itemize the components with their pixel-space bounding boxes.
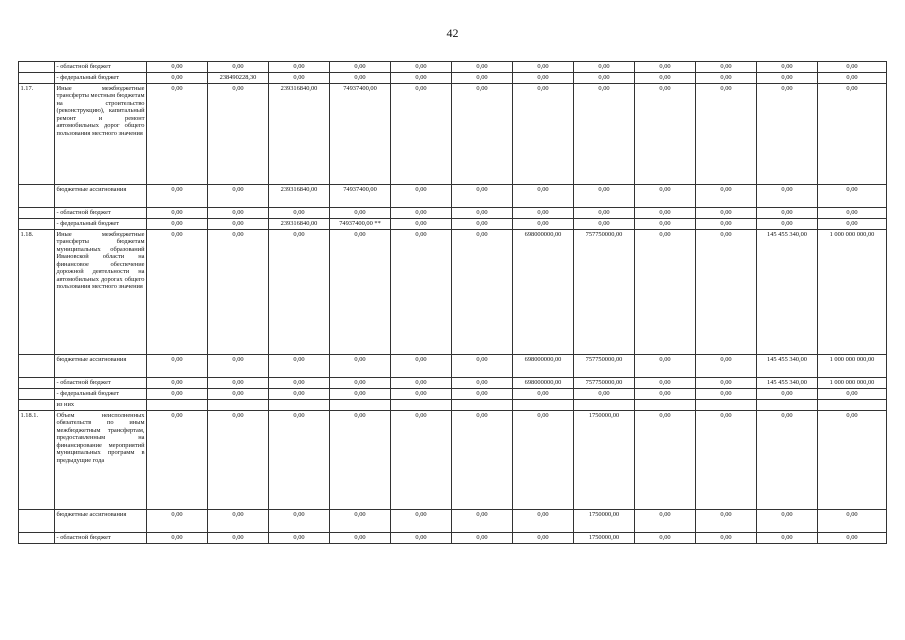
row-description: - федеральный бюджет	[55, 73, 147, 84]
row-description: - федеральный бюджет	[55, 219, 147, 230]
value-cell: 0,00	[269, 355, 330, 378]
value-cell: 0,00	[452, 411, 513, 510]
table-row	[19, 355, 887, 378]
value-cell: 1750000,00	[574, 510, 635, 533]
row-description: Объем неисполненных обязательств по иным межбюджетным трансфертам, предоставленным на финансирование мероприятий муниципальных программ в предыдущие года	[55, 411, 147, 510]
value-cell: 0,00	[452, 208, 513, 219]
row-code	[19, 73, 55, 84]
value-cell: 0,00	[147, 208, 208, 219]
value-cell: 0,00	[818, 219, 887, 230]
row-description: - областной бюджет	[55, 533, 147, 544]
table-row	[19, 230, 887, 355]
value-cell: 1750000,00	[574, 411, 635, 510]
value-cell: 0,00	[269, 533, 330, 544]
value-cell: 0,00	[208, 533, 269, 544]
value-cell: 0,00	[574, 73, 635, 84]
value-cell: 0,00	[696, 185, 757, 208]
value-cell: 74937400,00	[330, 84, 391, 185]
value-cell: 0,00	[147, 411, 208, 510]
row-code: 1.18.	[19, 230, 55, 355]
value-cell: 0,00	[696, 355, 757, 378]
value-cell	[574, 400, 635, 411]
value-cell: 0,00	[696, 533, 757, 544]
value-cell: 0,00	[757, 185, 818, 208]
value-cell: 0,00	[757, 208, 818, 219]
value-cell: 0,00	[513, 185, 574, 208]
value-cell: 0,00	[391, 411, 452, 510]
value-cell: 145 455 340,00	[757, 355, 818, 378]
value-cell: 0,00	[757, 389, 818, 400]
row-description: - федеральный бюджет	[55, 389, 147, 400]
value-cell: 0,00	[513, 73, 574, 84]
value-cell: 0,00	[452, 219, 513, 230]
value-cell: 0,00	[635, 84, 696, 185]
value-cell: 0,00	[147, 73, 208, 84]
value-cell: 0,00	[330, 389, 391, 400]
value-cell: 0,00	[696, 208, 757, 219]
value-cell: 698000000,00	[513, 378, 574, 389]
row-code	[19, 185, 55, 208]
row-description: бюджетные ассигнования	[55, 355, 147, 378]
value-cell: 0,00	[635, 230, 696, 355]
value-cell: 0,00	[818, 73, 887, 84]
value-cell: 0,00	[574, 389, 635, 400]
value-cell: 0,00	[208, 185, 269, 208]
value-cell: 0,00	[147, 185, 208, 208]
page-number: 42	[446, 26, 459, 40]
value-cell: 0,00	[391, 84, 452, 185]
value-cell: 0,00	[635, 73, 696, 84]
value-cell: 145 455 340,00	[757, 230, 818, 355]
value-cell: 0,00	[208, 389, 269, 400]
table-row	[19, 62, 887, 73]
value-cell: 0,00	[269, 378, 330, 389]
value-cell: 0,00	[757, 510, 818, 533]
value-cell: 0,00	[696, 62, 757, 73]
value-cell: 0,00	[269, 510, 330, 533]
value-cell: 0,00	[330, 208, 391, 219]
value-cell: 0,00	[818, 510, 887, 533]
value-cell: 0,00	[696, 389, 757, 400]
table-row	[19, 533, 887, 544]
row-code	[19, 510, 55, 533]
row-description: - областной бюджет	[55, 62, 147, 73]
value-cell: 0,00	[452, 533, 513, 544]
value-cell	[757, 400, 818, 411]
value-cell: 239316840,00	[269, 84, 330, 185]
row-code: 1.18.1.	[19, 411, 55, 510]
value-cell: 0,00	[269, 389, 330, 400]
table-row	[19, 510, 887, 533]
value-cell: 0,00	[513, 533, 574, 544]
value-cell: 0,00	[208, 62, 269, 73]
table-row	[19, 208, 887, 219]
value-cell: 0,00	[757, 219, 818, 230]
value-cell: 0,00	[757, 84, 818, 185]
table-row	[19, 185, 887, 208]
value-cell: 1 000 000 000,00	[818, 355, 887, 378]
row-code	[19, 389, 55, 400]
value-cell: 1750000,00	[574, 533, 635, 544]
value-cell	[391, 400, 452, 411]
value-cell: 0,00	[147, 378, 208, 389]
value-cell: 0,00	[391, 533, 452, 544]
value-cell: 0,00	[330, 510, 391, 533]
value-cell	[513, 400, 574, 411]
value-cell: 0,00	[208, 510, 269, 533]
value-cell	[635, 400, 696, 411]
value-cell: 0,00	[574, 185, 635, 208]
value-cell: 0,00	[635, 62, 696, 73]
row-description: Иные межбюджетные трансферты бюджетам муниципальных образований Ивановской области на финансовое обеспечение дорожной деятельности на автомобильных дорогах общего пользования местного значения	[55, 230, 147, 355]
value-cell: 0,00	[757, 411, 818, 510]
value-cell: 0,00	[391, 185, 452, 208]
value-cell: 0,00	[391, 62, 452, 73]
value-cell: 0,00	[757, 533, 818, 544]
row-code	[19, 208, 55, 219]
value-cell: 238490228,30	[208, 73, 269, 84]
value-cell: 0,00	[391, 73, 452, 84]
value-cell: 0,00	[696, 84, 757, 185]
table-row	[19, 378, 887, 389]
value-cell: 0,00	[696, 219, 757, 230]
value-cell: 0,00	[269, 208, 330, 219]
value-cell: 0,00	[391, 208, 452, 219]
table-row	[19, 389, 887, 400]
value-cell: 0,00	[574, 62, 635, 73]
value-cell: 0,00	[208, 411, 269, 510]
value-cell: 0,00	[147, 230, 208, 355]
value-cell: 0,00	[635, 219, 696, 230]
row-code	[19, 219, 55, 230]
row-code	[19, 355, 55, 378]
value-cell: 0,00	[818, 185, 887, 208]
value-cell: 0,00	[635, 378, 696, 389]
value-cell: 0,00	[818, 389, 887, 400]
value-cell: 0,00	[391, 355, 452, 378]
value-cell: 0,00	[696, 378, 757, 389]
value-cell: 0,00	[391, 378, 452, 389]
row-code	[19, 400, 55, 411]
value-cell: 757750000,00	[574, 355, 635, 378]
value-cell: 0,00	[635, 510, 696, 533]
value-cell: 0,00	[269, 73, 330, 84]
value-cell: 0,00	[757, 73, 818, 84]
value-cell: 0,00	[147, 389, 208, 400]
value-cell: 0,00	[574, 84, 635, 185]
row-description: - областной бюджет	[55, 208, 147, 219]
value-cell: 0,00	[513, 62, 574, 73]
value-cell: 0,00	[452, 84, 513, 185]
value-cell: 0,00	[452, 378, 513, 389]
value-cell: 0,00	[818, 208, 887, 219]
value-cell	[208, 400, 269, 411]
value-cell: 145 455 340,00	[757, 378, 818, 389]
value-cell: 757750000,00	[574, 378, 635, 389]
value-cell: 0,00	[635, 533, 696, 544]
value-cell: 0,00	[696, 230, 757, 355]
value-cell: 0,00	[513, 411, 574, 510]
value-cell: 0,00	[269, 411, 330, 510]
value-cell: 0,00	[208, 355, 269, 378]
value-cell: 0,00	[574, 208, 635, 219]
value-cell: 0,00	[269, 62, 330, 73]
value-cell: 0,00	[818, 84, 887, 185]
value-cell: 0,00	[818, 411, 887, 510]
value-cell	[147, 400, 208, 411]
value-cell: 0,00	[269, 230, 330, 355]
budget-table	[18, 61, 887, 544]
value-cell: 0,00	[513, 219, 574, 230]
value-cell: 0,00	[330, 411, 391, 510]
value-cell: 0,00	[208, 378, 269, 389]
value-cell: 0,00	[330, 62, 391, 73]
value-cell: 0,00	[818, 62, 887, 73]
value-cell: 0,00	[147, 510, 208, 533]
value-cell: 0,00	[818, 533, 887, 544]
value-cell: 74937400,00	[330, 185, 391, 208]
value-cell: 0,00	[208, 219, 269, 230]
value-cell: 0,00	[696, 510, 757, 533]
row-description: Иные межбюджетные трансферты местным бюджетам на строительство (реконструкцию), капитальный ремонт и ремонт автомобильных дорог общего пользования местного значения	[55, 84, 147, 185]
value-cell: 0,00	[147, 219, 208, 230]
value-cell: 0,00	[330, 533, 391, 544]
value-cell: 757750000,00	[574, 230, 635, 355]
value-cell: 698000000,00	[513, 230, 574, 355]
value-cell: 239316840,00	[269, 185, 330, 208]
value-cell: 0,00	[330, 378, 391, 389]
value-cell	[696, 400, 757, 411]
value-cell: 0,00	[513, 510, 574, 533]
value-cell: 0,00	[330, 355, 391, 378]
value-cell: 0,00	[147, 355, 208, 378]
value-cell: 0,00	[513, 84, 574, 185]
value-cell: 0,00	[208, 230, 269, 355]
value-cell: 0,00	[635, 355, 696, 378]
value-cell: 0,00	[147, 533, 208, 544]
row-code: 1.17.	[19, 84, 55, 185]
value-cell: 0,00	[452, 389, 513, 400]
value-cell: 0,00	[208, 208, 269, 219]
value-cell: 0,00	[635, 411, 696, 510]
value-cell: 1 000 000 000,00	[818, 378, 887, 389]
value-cell: 1 000 000 000,00	[818, 230, 887, 355]
value-cell: 0,00	[391, 219, 452, 230]
value-cell	[269, 400, 330, 411]
value-cell: 0,00	[452, 185, 513, 208]
value-cell: 0,00	[513, 208, 574, 219]
value-cell: 0,00	[391, 510, 452, 533]
value-cell: 0,00	[391, 389, 452, 400]
value-cell: 698000000,00	[513, 355, 574, 378]
row-code	[19, 533, 55, 544]
value-cell: 0,00	[208, 84, 269, 185]
value-cell: 0,00	[147, 84, 208, 185]
row-description: - областной бюджет	[55, 378, 147, 389]
value-cell: 74937400,00 **	[330, 219, 391, 230]
value-cell: 0,00	[696, 73, 757, 84]
row-description: бюджетные ассигнования	[55, 510, 147, 533]
value-cell: 0,00	[452, 62, 513, 73]
table-row	[19, 73, 887, 84]
value-cell: 0,00	[452, 73, 513, 84]
value-cell: 0,00	[696, 411, 757, 510]
value-cell	[818, 400, 887, 411]
table-row	[19, 219, 887, 230]
value-cell: 0,00	[147, 62, 208, 73]
value-cell: 0,00	[452, 355, 513, 378]
row-code	[19, 378, 55, 389]
value-cell: 239316840,00	[269, 219, 330, 230]
value-cell: 0,00	[635, 208, 696, 219]
table-row	[19, 84, 887, 185]
value-cell: 0,00	[330, 230, 391, 355]
value-cell: 0,00	[635, 185, 696, 208]
value-cell: 0,00	[391, 230, 452, 355]
value-cell: 0,00	[635, 389, 696, 400]
row-description: бюджетные ассигнования	[55, 185, 147, 208]
row-code	[19, 62, 55, 73]
value-cell: 0,00	[574, 219, 635, 230]
row-description: из них	[55, 400, 147, 411]
value-cell	[330, 400, 391, 411]
table-row	[19, 400, 887, 411]
value-cell	[452, 400, 513, 411]
value-cell: 0,00	[452, 510, 513, 533]
value-cell: 0,00	[330, 73, 391, 84]
value-cell: 0,00	[757, 62, 818, 73]
table-row	[19, 411, 887, 510]
value-cell: 0,00	[452, 230, 513, 355]
value-cell: 0,00	[513, 389, 574, 400]
